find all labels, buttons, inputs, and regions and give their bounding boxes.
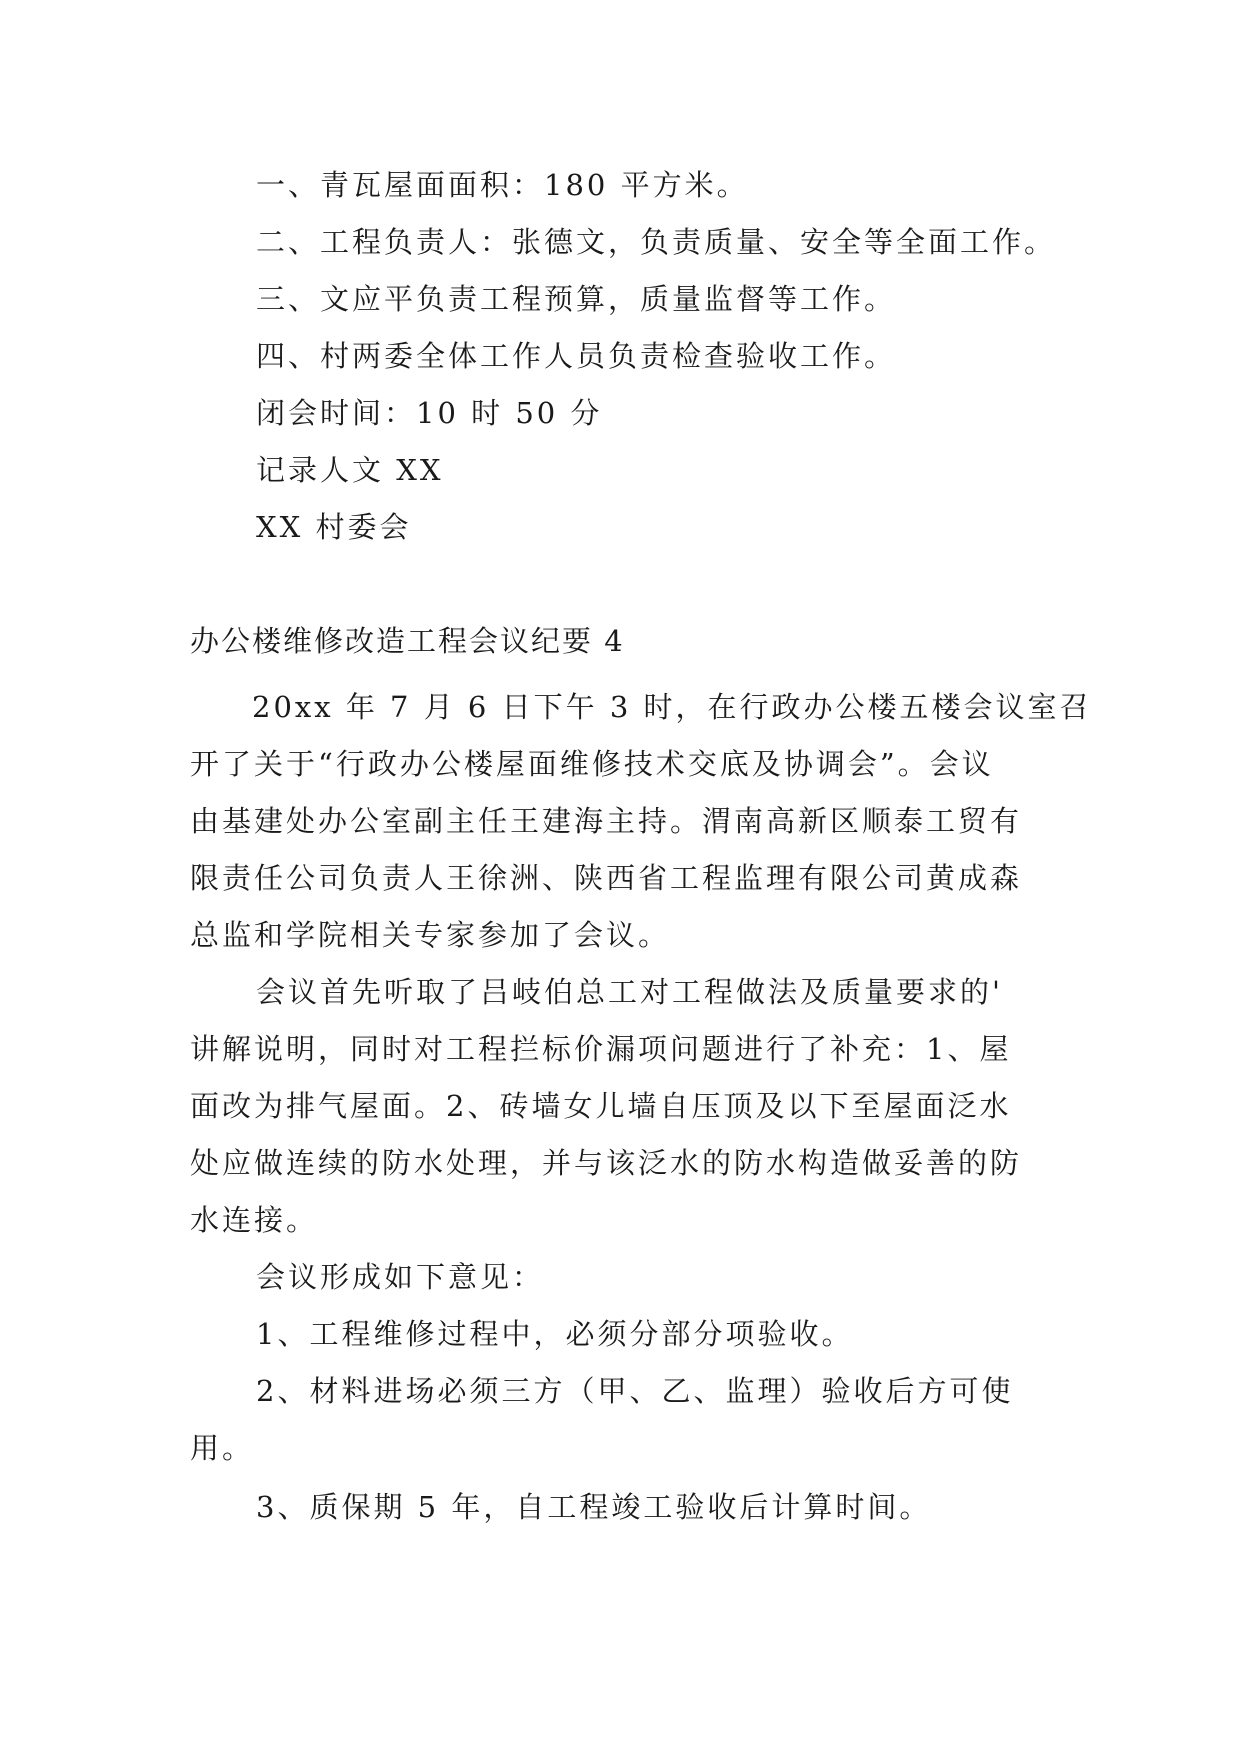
para1-line-2: 开了关于“行政办公楼屋面维修技术交底及协调会”。会议	[190, 747, 994, 781]
para2-line-4: 处应做连续的防水处理，并与该泛水的防水构造做妥善的防	[190, 1146, 1023, 1180]
para1-line-3: 由基建处办公室副主任王建海主持。渭南高新区顺泰工贸有	[190, 804, 1023, 838]
opinion-3: 3、质保期 5 年，自工程竣工验收后计算时间。	[256, 1490, 932, 1524]
item-budget: 三、文应平负责工程预算，质量监督等工作。	[256, 282, 897, 316]
opinion-2-line-2: 用。	[190, 1431, 255, 1465]
para2-line-3: 面改为排气屋面。2、砖墙女儿墙自压顶及以下至屋面泛水	[190, 1089, 1012, 1123]
para2-line-2: 讲解说明，同时对工程拦标价漏项问题进行了补充：1、屋	[190, 1032, 1012, 1066]
item-inspection: 四、村两委全体工作人员负责检查验收工作。	[256, 339, 897, 373]
item-project-manager: 二、工程负责人：张德文，负责质量、安全等全面工作。	[256, 225, 1057, 259]
para1-line-4: 限责任公司负责人王徐洲、陕西省工程监理有限公司黄成森	[190, 861, 1023, 895]
item-roof-area: 一、青瓦屋面面积：180 平方米。	[256, 168, 749, 202]
opinion-1: 1、工程维修过程中，必须分部分项验收。	[256, 1317, 854, 1351]
para1-line-1: 20xx 年 7 月 6 日下午 3 时，在行政办公楼五楼会议室召	[252, 690, 1092, 724]
opinions-title: 会议形成如下意见：	[256, 1260, 545, 1294]
para1-line-5: 总监和学院相关专家参加了会议。	[190, 918, 671, 952]
para2-line-5: 水连接。	[190, 1203, 319, 1237]
para2-line-1: 会议首先听取了吕岐伯总工对工程做法及质量要求的'	[256, 975, 1003, 1009]
section-heading: 办公楼维修改造工程会议纪要 4	[190, 624, 625, 658]
meeting-close-time: 闭会时间：10 时 50 分	[256, 396, 603, 430]
recorder: 记录人文 XX	[256, 453, 444, 487]
opinion-2-line-1: 2、材料进场必须三方（甲、乙、监理）验收后方可使	[256, 1374, 1014, 1408]
committee-name: XX 村委会	[256, 510, 412, 544]
